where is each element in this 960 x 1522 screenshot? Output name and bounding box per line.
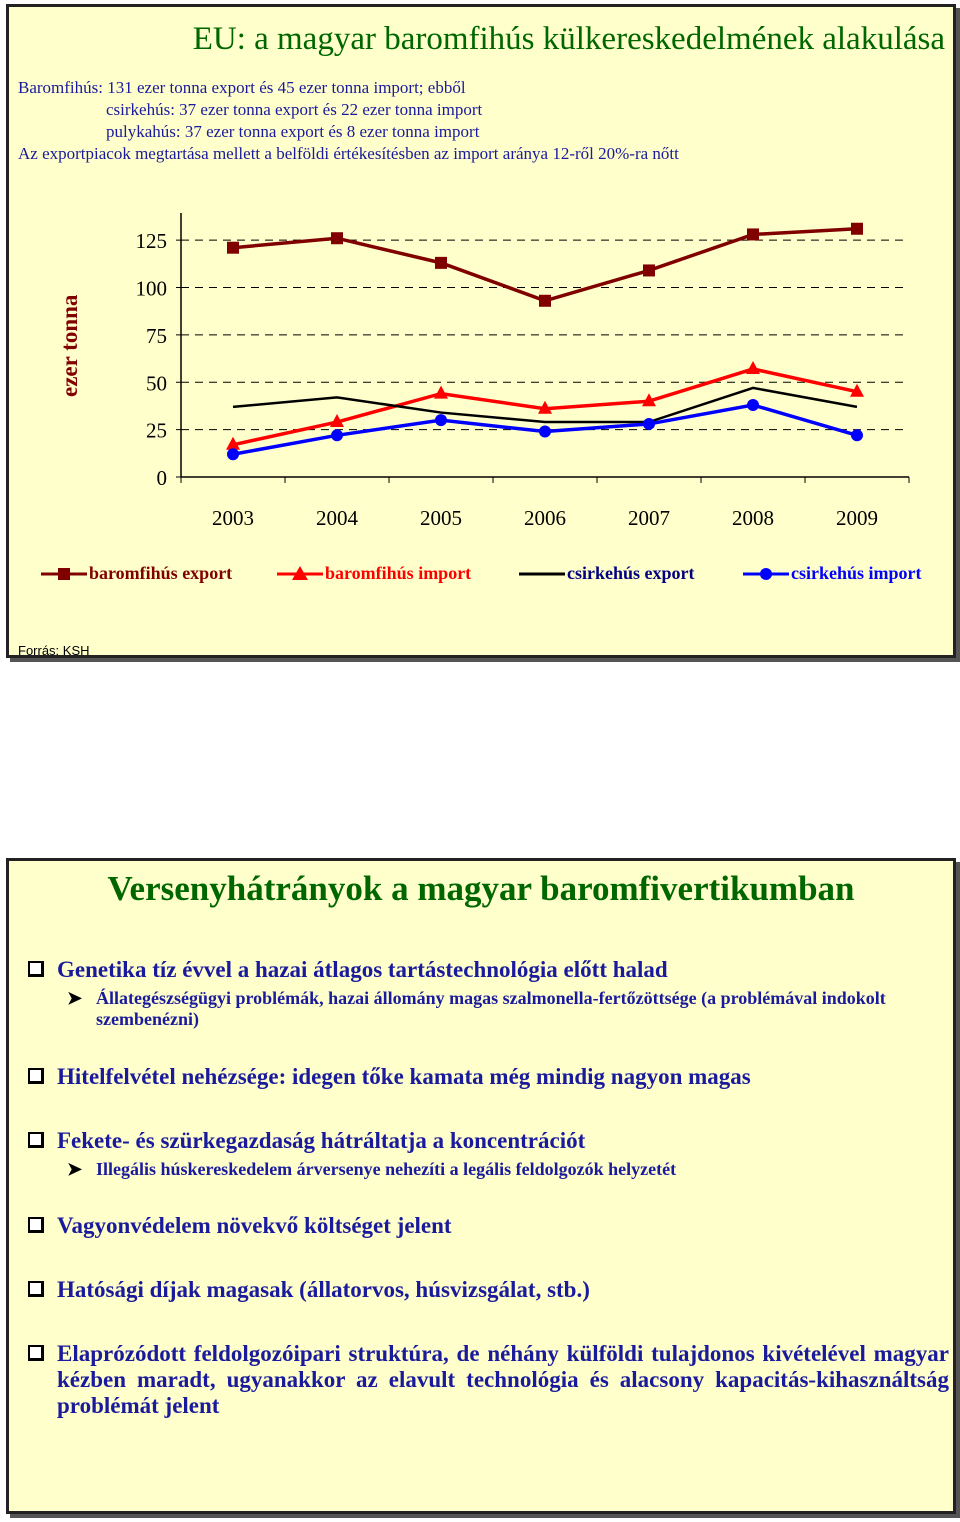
chart-legend <box>39 563 939 589</box>
data-point <box>539 295 551 307</box>
data-point <box>227 242 239 254</box>
legend-label: csirkehús import <box>791 563 922 583</box>
y-tick-label: 125 <box>135 229 167 254</box>
data-point <box>539 426 551 438</box>
data-point <box>851 223 863 235</box>
x-tick-label: 2004 <box>316 506 358 530</box>
list-item <box>27 1277 949 1303</box>
data-point <box>643 418 655 430</box>
x-tick-label: 2006 <box>524 506 566 530</box>
intro-line: csirkehús: 37 ezer tonna export és 22 ezer tonna import <box>106 100 483 119</box>
y-tick-label: 25 <box>146 418 167 443</box>
checkbox-bullet-icon <box>28 1132 44 1148</box>
legend-item-csirkehus-export <box>517 563 695 584</box>
data-point <box>747 228 759 240</box>
list-item <box>27 957 949 983</box>
sub-item <box>27 1159 949 1180</box>
legend-label: baromfihús export <box>89 563 233 583</box>
list-item <box>27 1064 949 1090</box>
data-point <box>851 429 863 441</box>
triangle-marker-icon <box>275 564 325 584</box>
list-item-text: Elaprózódott feldolgozóipari struktúra, de néhány külföldi tulajdonos kivételével magyar kézben maradt, ugyanakkor az elavult technológia és alacsony kapacitás-kihasználtság problémát jelent <box>57 1341 949 1418</box>
y-tick-label: 50 <box>146 371 167 396</box>
square-marker-icon <box>39 564 89 584</box>
data-point <box>331 429 343 441</box>
list-item-text: Hitelfelvétel nehézsége: idegen tőke kamata még mindig nagyon magas <box>57 1064 751 1089</box>
x-tick-label: 2005 <box>420 506 462 530</box>
y-tick-label: 100 <box>135 276 167 301</box>
arrow-bullet-icon: ➤ <box>67 1159 83 1179</box>
list-item-text: Fekete- és szürkegazdaság hátráltatja a koncentrációt <box>57 1128 586 1153</box>
list-item-text: Genetika tíz évvel a hazai átlagos tartástechnológia előtt halad <box>57 957 668 982</box>
list-item-text: Vagyonvédelem növekvő költséget jelent <box>57 1213 452 1238</box>
data-point <box>643 264 655 276</box>
data-point <box>435 257 447 269</box>
list-item <box>27 1341 949 1419</box>
y-tick-label: 75 <box>146 323 167 348</box>
x-tick-label: 2009 <box>836 506 878 530</box>
bullet-list <box>27 957 949 1419</box>
intro-line: Baromfihús: 131 ezer tonna export és 45 ezer tonna import; ebből <box>18 78 466 97</box>
y-axis-label: ezer tonna <box>57 294 82 397</box>
x-tick-label: 2003 <box>212 506 254 530</box>
sub-item-text: Illegális húskereskedelem árversenye nehezíti a legális feldolgozók helyzetét <box>96 1159 677 1179</box>
legend-item-baromfihus-export <box>39 563 232 584</box>
legend-item-csirkehus-import <box>741 563 922 584</box>
slide-trade-chart <box>6 4 956 658</box>
checkbox-bullet-icon <box>28 1068 44 1084</box>
source-note: Forrás: KSH <box>18 643 90 658</box>
page-title: EU: a magyar baromfihús külkereskedelmének alakulása <box>192 21 945 57</box>
list-item <box>27 1213 949 1239</box>
line-chart <box>9 7 953 655</box>
series-line <box>233 229 857 301</box>
data-point <box>746 361 760 374</box>
data-point <box>227 448 239 460</box>
circle-marker-icon <box>741 564 791 584</box>
y-tick-label: 0 <box>156 466 167 490</box>
legend-label: baromfihús import <box>325 563 472 583</box>
slide-disadvantages <box>6 858 956 1514</box>
legend-item-baromfihus-import <box>275 563 471 584</box>
list-item-text: Hatósági díjak magasak (állatorvos, húsvizsgálat, stb.) <box>57 1277 590 1302</box>
sub-item-text: Állategészségügyi problémák, hazai állomány magas szalmonella-fertőzöttsége (a problémával indokolt szembenézni) <box>96 988 886 1029</box>
legend-label: csirkehús export <box>567 563 695 583</box>
arrow-bullet-icon: ➤ <box>67 988 83 1008</box>
data-point <box>331 232 343 244</box>
list-item <box>27 1128 949 1154</box>
data-point <box>747 399 759 411</box>
x-tick-label: 2008 <box>732 506 774 530</box>
intro-line: pulykahús: 37 ezer tonna export és 8 ezer tonna import <box>106 122 480 141</box>
line-marker-icon <box>517 564 567 584</box>
slide-title: Versenyhátrányok a magyar baromfivertikumban <box>107 869 855 908</box>
intro-line: Az exportpiacok megtartása mellett a belföldi értékesítésben az import aránya 12-ről 20%-ra nőtt <box>18 144 679 163</box>
x-tick-label: 2007 <box>628 506 670 530</box>
data-point <box>434 386 448 399</box>
checkbox-bullet-icon <box>28 1281 44 1297</box>
data-point <box>435 414 447 426</box>
checkbox-bullet-icon <box>28 1345 44 1361</box>
checkbox-bullet-icon <box>28 1217 44 1233</box>
checkbox-bullet-icon <box>28 961 44 977</box>
sub-item <box>27 988 949 1030</box>
